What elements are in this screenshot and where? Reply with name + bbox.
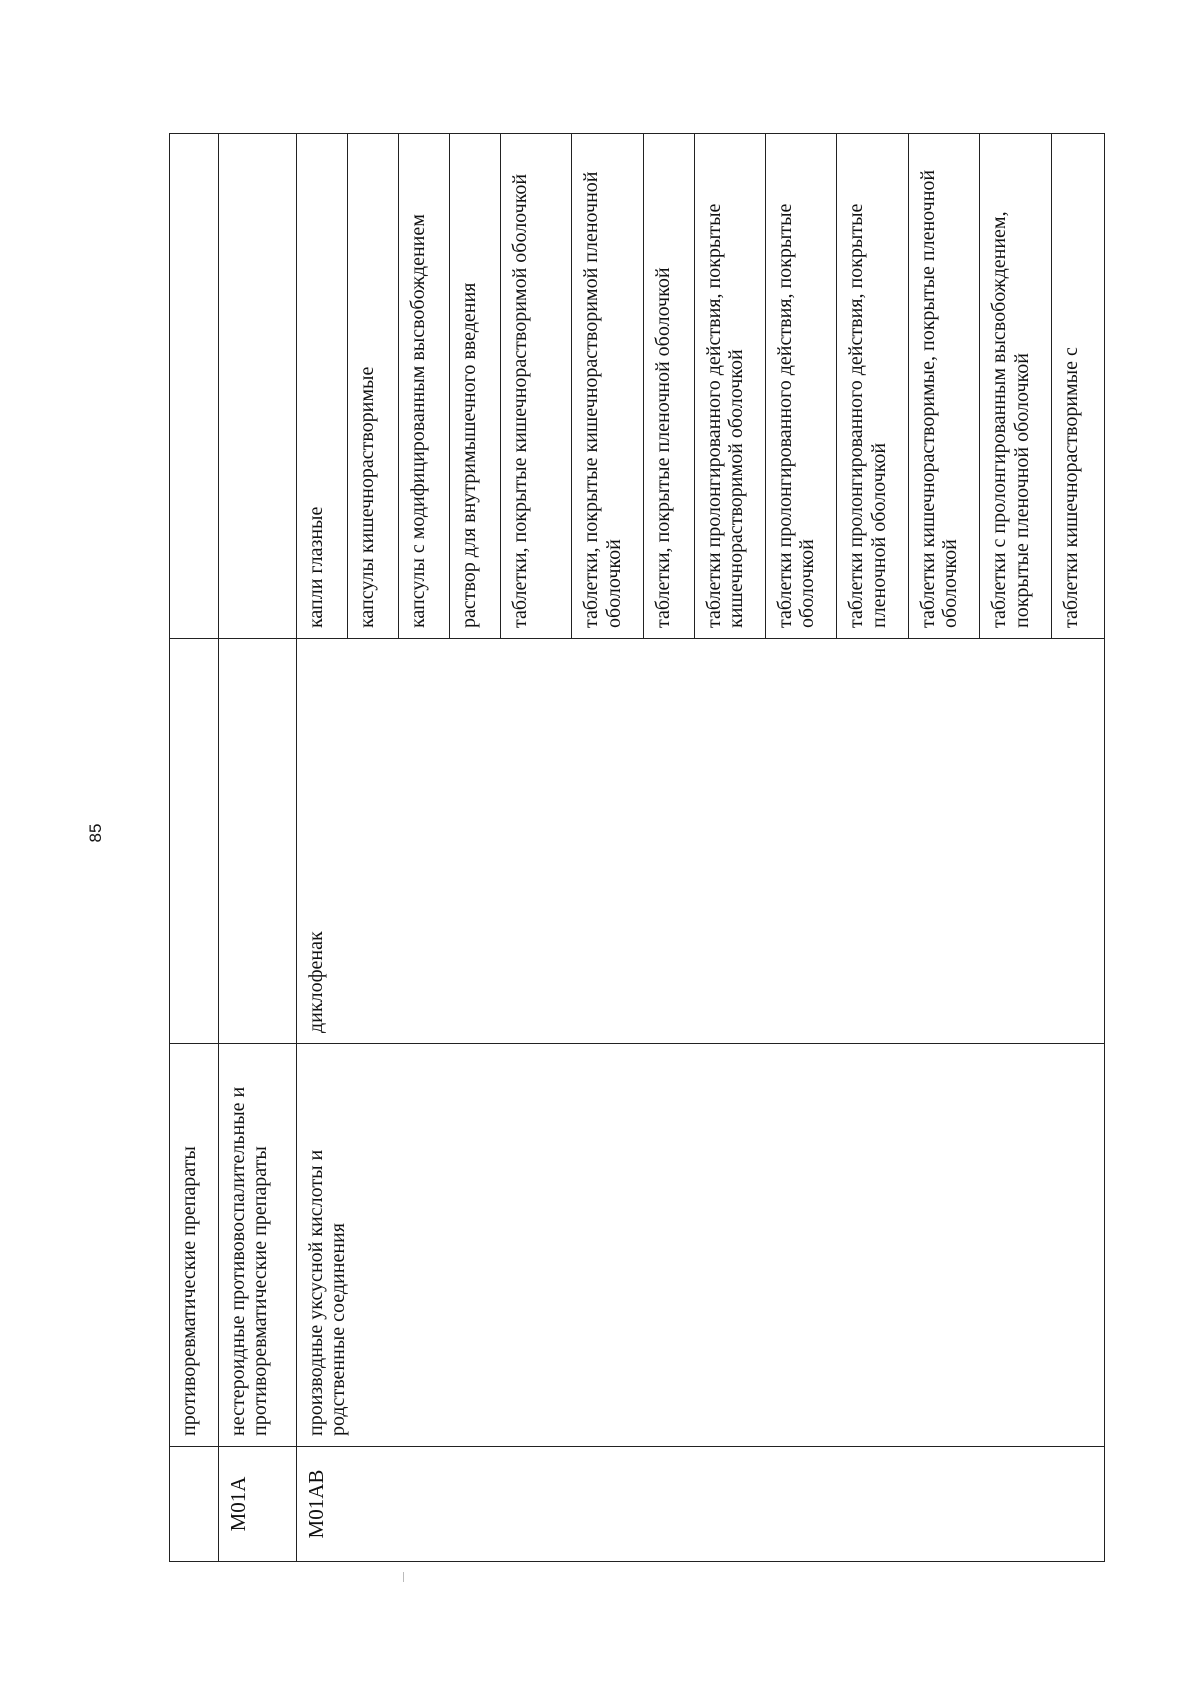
form-cell: таблетки пролонгированного действия, покрытые оболочкой	[766, 134, 837, 639]
substance-cell	[170, 639, 219, 1044]
table-row	[218, 134, 296, 1562]
form-cell: раствор для внутримышечного введения	[449, 134, 500, 639]
page-number: 85	[86, 823, 105, 843]
atc-code-cell: M01AB	[296, 1447, 1104, 1562]
form-cell	[218, 134, 296, 639]
table-row	[296, 134, 347, 1562]
form-cell	[170, 134, 219, 639]
group-cell: противоревматические препараты	[170, 1044, 219, 1447]
table-row	[170, 134, 219, 1562]
form-cell: таблетки, покрытые кишечнорастворимой оболочкой	[500, 134, 571, 639]
drug-table	[169, 133, 1105, 1562]
form-cell: таблетки, покрытые кишечнорастворимой пленочной оболочкой	[572, 134, 643, 639]
form-cell: капли глазные	[296, 134, 347, 639]
form-cell: таблетки пролонгированного действия, покрытые кишечнорастворимой оболочкой	[694, 134, 765, 639]
form-cell: таблетки пролонгированного действия, покрытые пленочной оболочкой	[837, 134, 908, 639]
substance-cell: диклофенак	[296, 639, 1104, 1044]
atc-code-cell: M01A	[218, 1447, 296, 1562]
form-cell: капсулы с модифицированным высвобождением	[398, 134, 449, 639]
form-cell: капсулы кишечнорастворимые	[347, 134, 398, 639]
substance-cell	[218, 639, 296, 1044]
scan-artifact	[403, 1572, 404, 1582]
form-cell: таблетки с пролонгированным высвобождением, покрытые пленочной оболочкой	[980, 134, 1051, 639]
group-cell: нестероидные противовоспалительные и противоревматические препараты	[218, 1044, 296, 1447]
form-cell: таблетки, покрытые пленочной оболочкой	[643, 134, 694, 639]
rotated-table-container	[169, 134, 1105, 1562]
form-cell: таблетки кишечнорастворимые с	[1051, 134, 1104, 639]
group-cell: производные уксусной кислоты и родственные соединения	[296, 1044, 1104, 1447]
atc-code-cell	[170, 1447, 219, 1562]
form-cell: таблетки кишечнорастворимые, покрытые пленочной оболочкой	[908, 134, 979, 639]
